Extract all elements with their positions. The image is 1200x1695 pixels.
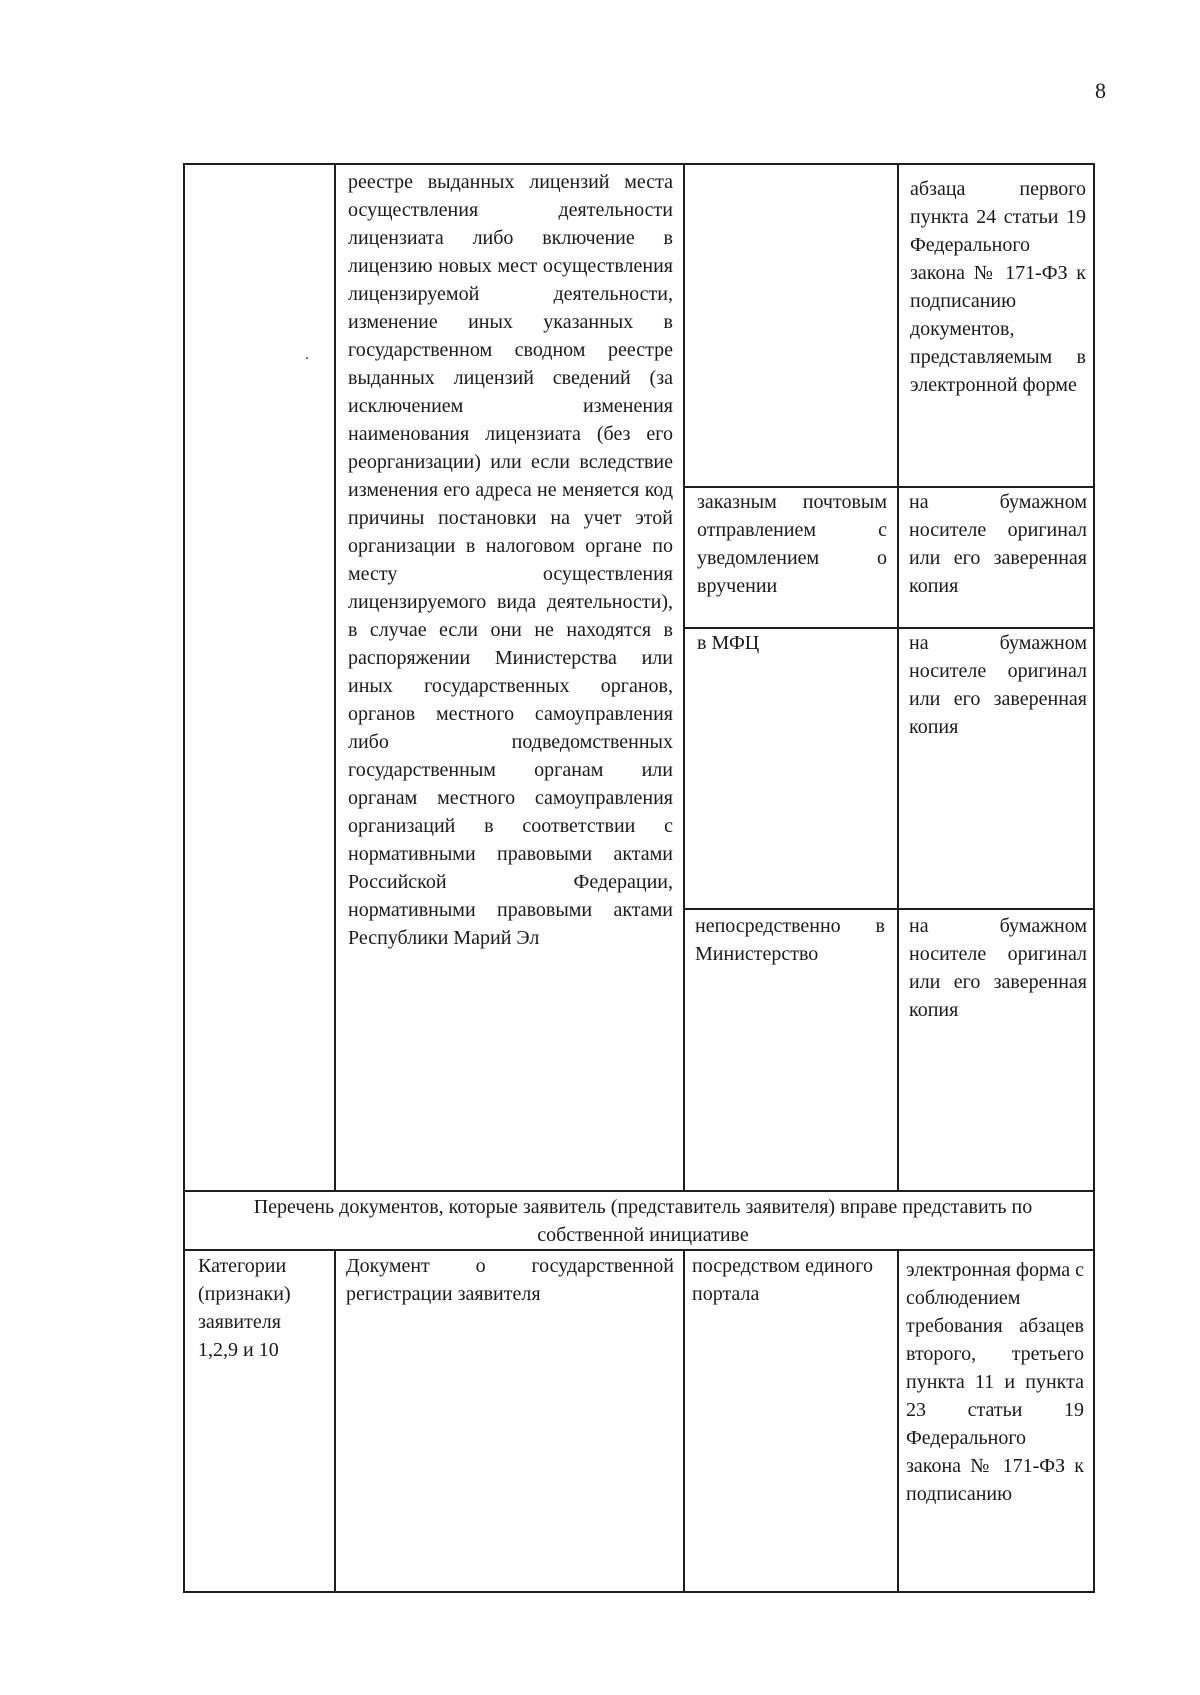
- document-name-cell: Документ о государственной регистрации заявителя: [346, 1255, 674, 1305]
- column-divider: [683, 1249, 685, 1592]
- submission-form-cell: на бумажном носителе оригинал или его заверенная копия: [909, 632, 1087, 738]
- section-header: Перечень документов, которые заявитель (представитель заявителя) вправе представить по собственной инициативе: [253, 1196, 1033, 1246]
- table-border-left: [183, 163, 185, 1592]
- stray-mark: [306, 357, 308, 359]
- document-description-cell: реестре выданных лицензий места осуществления деятельности лицензиата либо включение в лицензию новых мест осуществления лицензируемой деятельности, изменение иных указанных в государственном сводном реестре выданных лицензий сведений (за исключением изменения наименования лицензиата (без его реорганизации) или если вследствие изменения его адреса не меняется код причины постановки на учет этой организации в налоговом органе по месту осуществления лицензируемого вида деятельности), в случае если они не находятся в распоряжении Министерства или иных государственных органов, органов местного самоуправления либо подведомственных государственным органам или органам местного самоуправления организаций в соответствии с нормативными правовыми актами Российской Федерации, нормативными правовыми актами Республики Марий Эл: [348, 171, 673, 949]
- table-border-top: [183, 163, 1095, 165]
- table-border-right: [1093, 163, 1095, 1592]
- column-divider: [334, 163, 336, 1190]
- column-divider: [334, 1249, 336, 1592]
- column-divider: [683, 163, 685, 1190]
- column-divider: [897, 163, 899, 1190]
- page-number: 8: [1095, 78, 1106, 103]
- submission-method-cell: заказным почтовым отправлением с уведомлением о вручении: [697, 491, 887, 597]
- submission-form-cell: на бумажном носителе оригинал или его заверенная копия: [909, 491, 1087, 597]
- row-divider: [183, 1190, 1095, 1192]
- column-divider: [897, 1249, 899, 1592]
- submission-method-cell: непосредственно в Министерство: [695, 915, 885, 965]
- submission-method-cell: в МФЦ: [697, 632, 760, 654]
- row-divider: [183, 1249, 1095, 1251]
- submission-method-cell: посредством единого портала: [692, 1255, 873, 1305]
- applicant-category-cell: Категории (признаки) заявителя 1,2,9 и 10: [198, 1255, 291, 1361]
- table-border-bottom: [183, 1591, 1095, 1593]
- submission-form-cell: электронная форма с соблюдением требования абзацев второго, третьего пункта 11 и пункта 23 статьи 19 Федерального закона № 171-ФЗ к подписанию: [906, 1259, 1084, 1505]
- submission-method-cell: [693, 168, 889, 483]
- row-divider: [683, 908, 1095, 910]
- submission-form-cell: абзаца первого пункта 24 статьи 19 Федерального закона № 171-ФЗ к подписанию документов, представляемым в электронной форме: [910, 178, 1086, 396]
- submission-form-cell: на бумажном носителе оригинал или его заверенная копия: [909, 915, 1087, 1021]
